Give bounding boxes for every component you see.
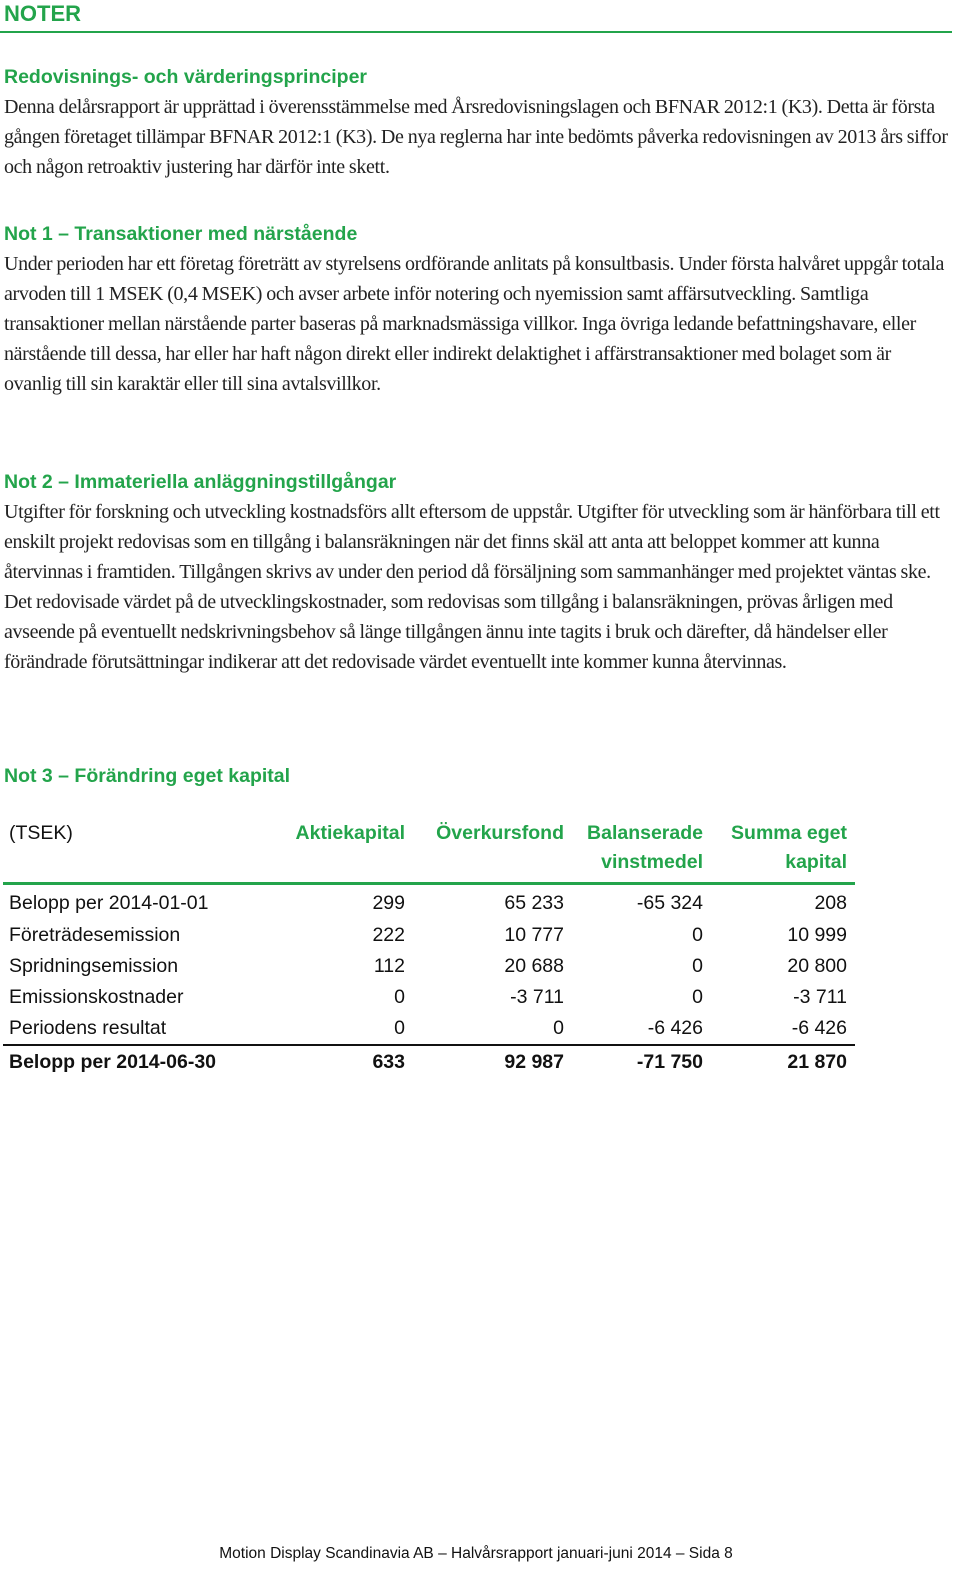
table-cell: -6 426	[647, 1017, 703, 1039]
table-cell: 208	[814, 892, 847, 914]
section-note-1	[4, 219, 948, 399]
section-note-2	[4, 467, 948, 677]
column-header: Överkursfond	[413, 816, 572, 884]
column-header: (TSEK)	[3, 816, 279, 884]
equity-table	[3, 816, 855, 1079]
table-cell: 10 777	[504, 924, 564, 946]
column-header: Aktiekapital	[279, 816, 413, 884]
section-body: Under perioden har ett företag företrätt av styrelsens ordförande anlitats på konsultbasis. Under första halvåret uppgår totala arvoden till 1 MSEK (0,4 MSEK) och avser arbete inför notering och nyemission samt affärsutveckling. Samtliga transaktioner mellan närstående parter baseras på marknadsmässiga villkor. Inga övriga ledande befattningshavare, eller närstående till dessa, har eller har haft någon direkt eller indirekt delaktighet i affärstransaktioner med bolaget som är ovanlig till sin karaktär eller till sina avtalsvillkor.	[4, 253, 944, 395]
section-heading: Not 3 – Förändring eget kapital	[4, 765, 291, 787]
table-cell: 0	[692, 924, 703, 946]
table-cell: 0	[394, 986, 405, 1008]
section-heading: Redovisnings- och värderingsprinciper	[4, 66, 367, 88]
table-cell: 0	[692, 955, 703, 977]
table-cell: 299	[372, 892, 405, 914]
row-label: Periodens resultat	[9, 1017, 167, 1039]
page-title: NOTER	[4, 1, 81, 26]
page-footer: Motion Display Scandinavia AB – Halvårsrapport januari-juni 2014 – Sida 8	[219, 1545, 733, 1562]
table-total-row	[3, 1045, 855, 1079]
table-cell: 20 688	[504, 955, 564, 977]
table-cell: -3 711	[510, 986, 564, 1008]
table-cell: 20 800	[787, 955, 847, 977]
table-row	[3, 951, 855, 982]
table-cell: 0	[692, 986, 703, 1008]
row-label: Företrädesemission	[9, 924, 181, 946]
title-divider	[0, 31, 952, 33]
table-row	[3, 884, 855, 921]
table-cell: 10 999	[787, 924, 847, 946]
table-cell: -3 711	[793, 986, 847, 1008]
table-cell: 633	[279, 1045, 413, 1079]
row-label: Belopp per 2014-06-30	[3, 1045, 279, 1079]
table-cell: 112	[373, 955, 405, 977]
table-cell: 222	[372, 924, 405, 946]
section-heading: Not 1 – Transaktioner med närstående	[4, 223, 358, 245]
section-body: Denna delårsrapport är upprättad i överensstämmelse med Årsredovisningslagen och BFNAR 2012:1 (K3). Detta är första gången företaget tillämpar BFNAR 2012:1 (K3). De nya reglerna har inte bedömts påverka redovisningen av 2013 års siffor och någon retroaktiv justering har därför inte skett.	[4, 96, 948, 178]
row-label: Spridningsemission	[9, 955, 179, 977]
table-row	[3, 982, 855, 1013]
table-cell: -6 426	[791, 1017, 847, 1039]
table-cell: 92 987	[413, 1045, 572, 1079]
table-cell: -65 324	[636, 892, 703, 914]
table-cell: 21 870	[711, 1045, 855, 1079]
table-row	[3, 1013, 855, 1045]
column-header: Summa eget kapital	[711, 816, 855, 884]
section-heading: Not 2 – Immateriella anläggningstillgångar	[4, 471, 397, 493]
row-label: Emissionskostnader	[9, 986, 184, 1008]
row-label: Belopp per 2014-01-01	[9, 892, 209, 914]
table-cell: 0	[553, 1017, 564, 1039]
table-row	[3, 920, 855, 951]
section-accounting-principles	[4, 62, 948, 182]
table-header-row	[3, 816, 855, 884]
section-body: Utgifter för forskning och utveckling kostnadsförs allt eftersom de uppstår. Utgifter för utveckling som är hänförbara till ett enskilt projekt redovisas som en tillgång i balansräkningen när det finns skäl att anta att beloppet kommer att kunna återvinnas i framtiden. Tillgången skrivs av under den period då försäljning som sammanhänger med projektet väntas ske. Det redovisade värdet på de utvecklingskostnader, som redovisas som tillgång i balansräkningen, prövas årligen med avseende på eventuellt nedskrivningsbehov så länge tillgången ännu inte tagits i bruk och därefter, då händelser eller förändrade förutsättningar indikerar att det redovisade värdet eventuellt inte kommer kunna återvinnas.	[4, 501, 940, 673]
column-header: Balanserade vinstmedel	[572, 816, 711, 884]
table-cell: 0	[394, 1017, 405, 1039]
table-cell: 65 233	[504, 892, 564, 914]
table-cell: -71 750	[572, 1045, 711, 1079]
section-note-3	[4, 761, 948, 791]
